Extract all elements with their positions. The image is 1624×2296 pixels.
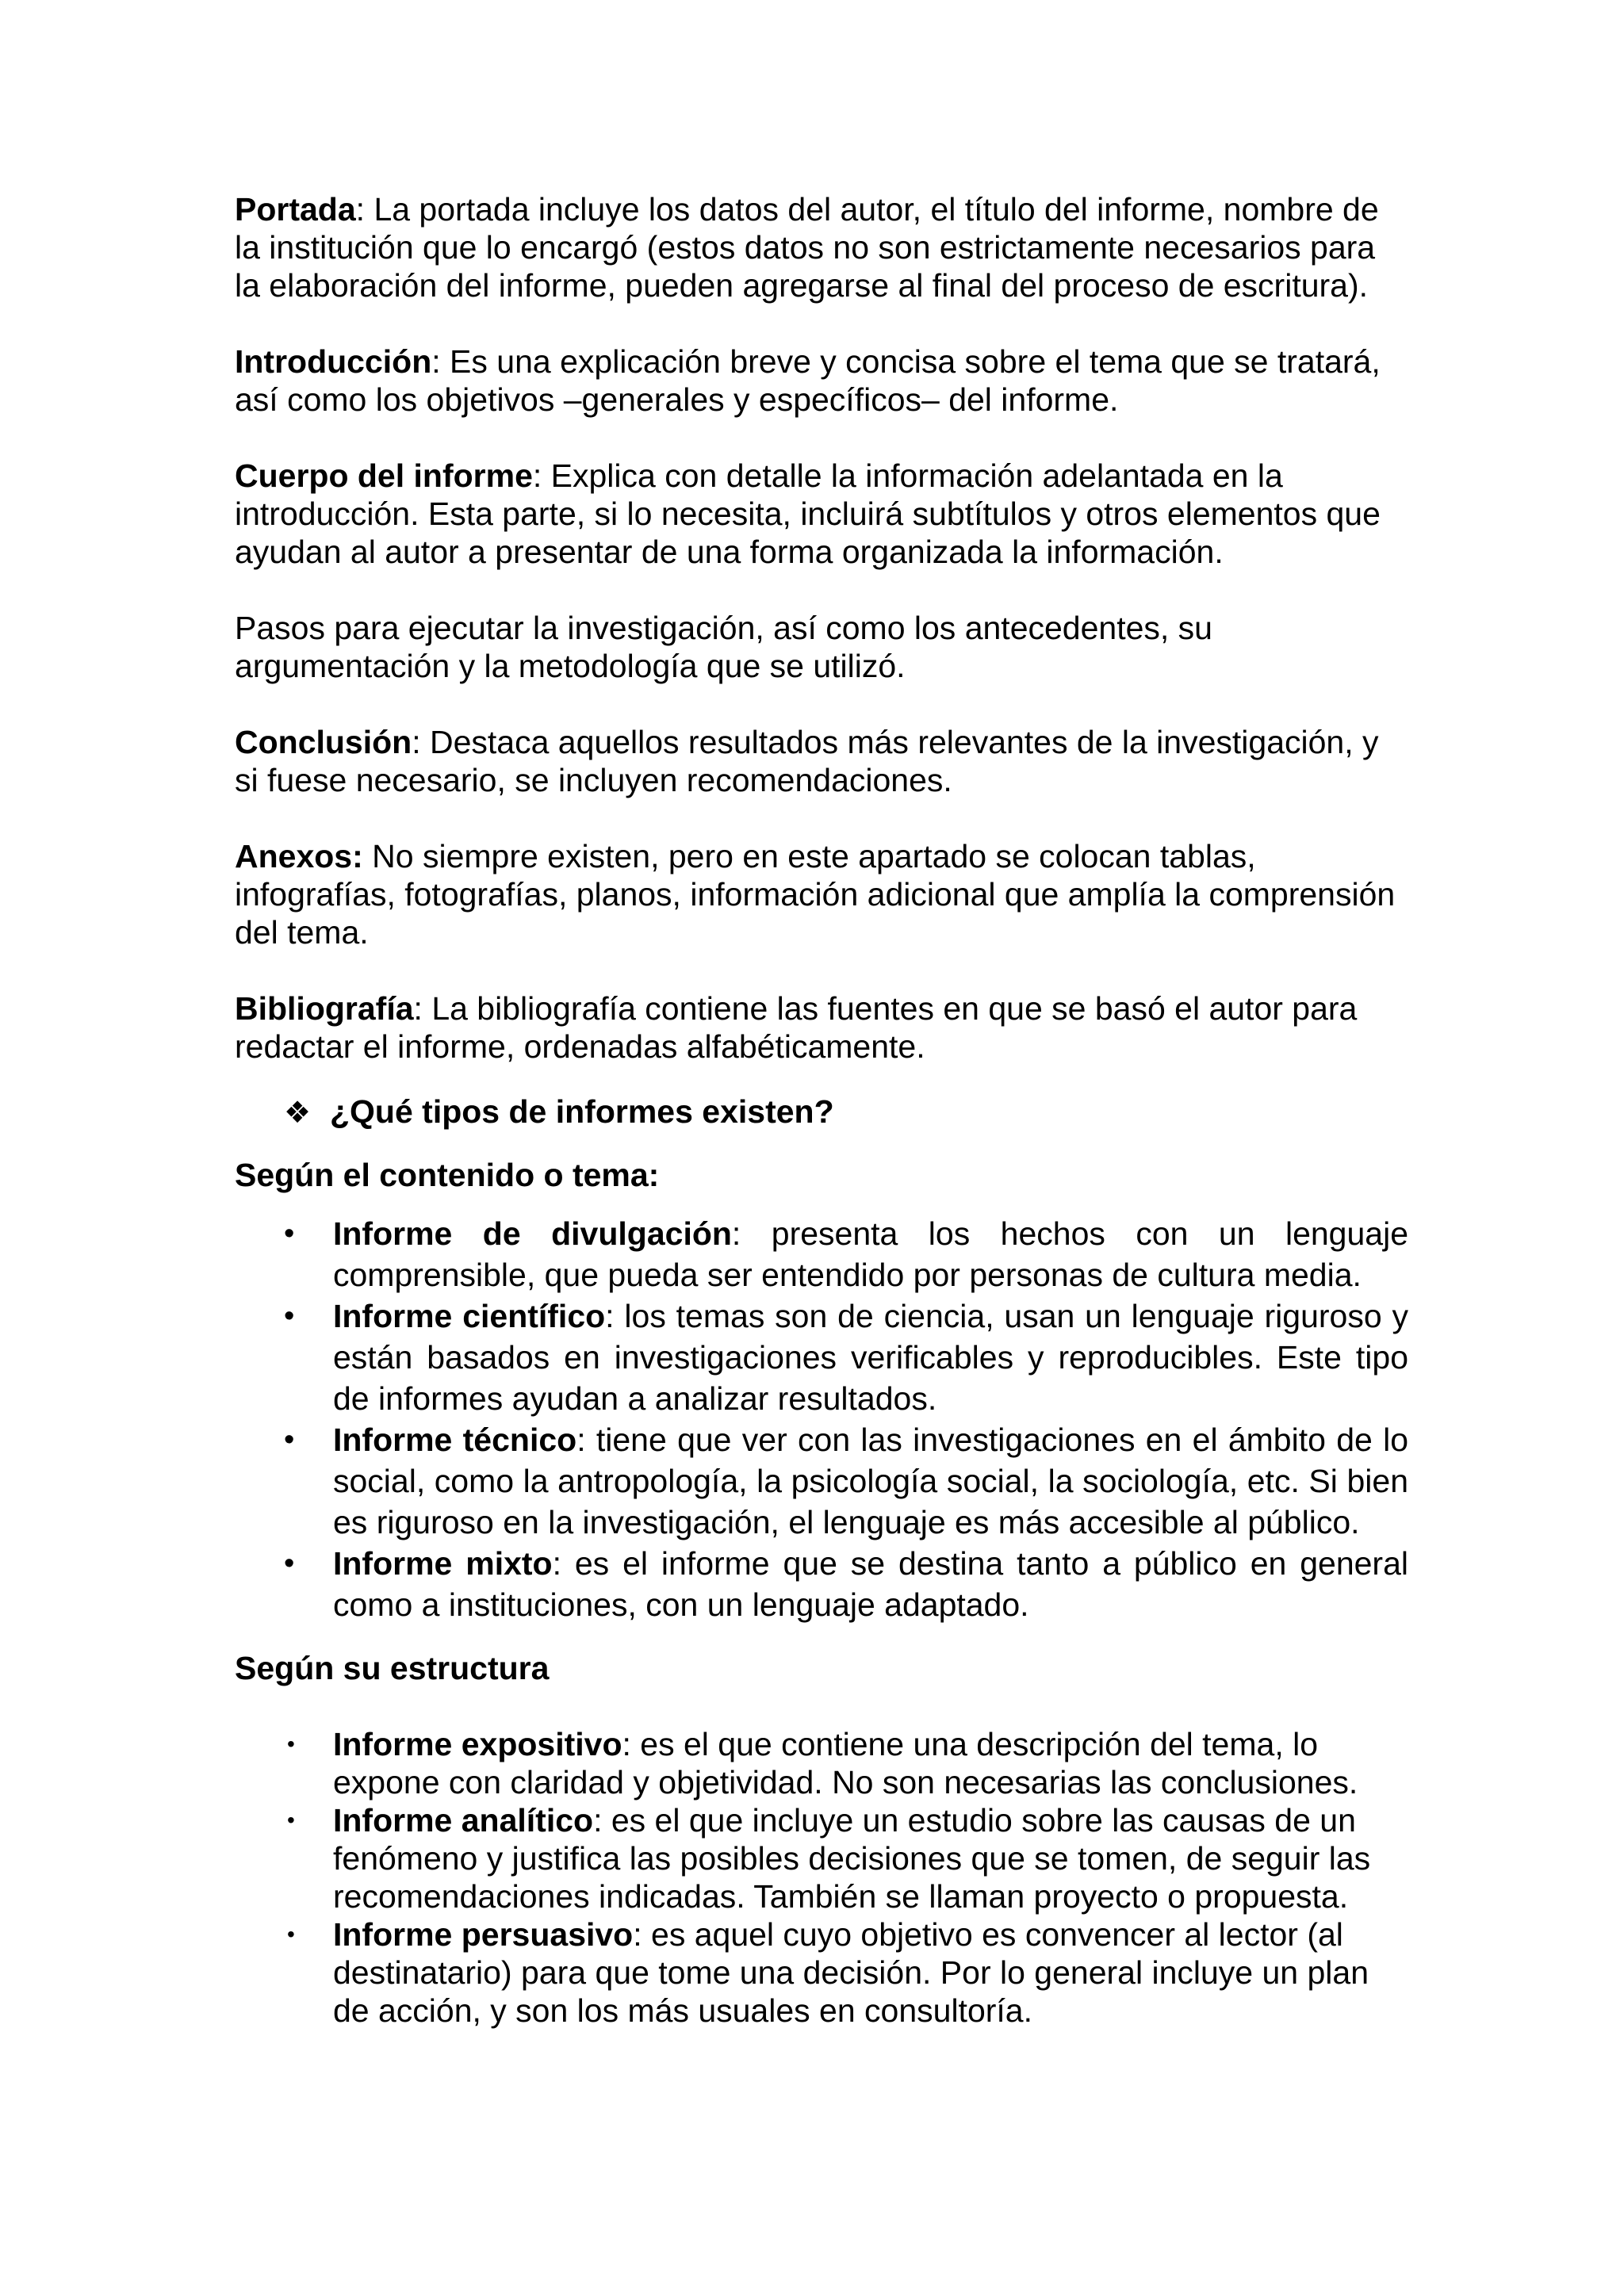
list-item	[235, 1915, 1408, 2030]
term: Informe científico	[333, 1298, 606, 1334]
list-item	[235, 1543, 1408, 1625]
list-structure-types	[235, 1725, 1408, 2030]
item-text: : es el que contiene una descripción del tema, lo expone con claridad y objetividad. No son necesarias las conclusiones.	[333, 1726, 1358, 1800]
list-item	[235, 1419, 1408, 1543]
term: Informe de divulgación	[333, 1215, 732, 1252]
term: Informe persuasivo	[333, 1916, 634, 1953]
question-text: ¿Qué tipos de informes existen?	[330, 1093, 834, 1130]
term: Informe expositivo	[333, 1726, 622, 1762]
item-text: : tiene que ver con las investigaciones en el ámbito de lo social, como la antropología, la psicología social, la sociología, etc. Si bien es riguroso en la investigación, el lenguaje es más accesible al público.	[333, 1422, 1409, 1540]
term: Conclusión	[235, 724, 412, 760]
diamond-bullet-icon: ❖	[284, 1096, 312, 1130]
item-text: : es aquel cuyo objetivo es convencer al lector (al destinatario) para que tome una decisión. Por lo general incluye un plan de acción, y son los más usuales en consultoría.	[333, 1916, 1369, 2029]
term: Cuerpo del informe	[235, 457, 533, 494]
term: Informe analítico	[333, 1802, 594, 1839]
paragraph-text: : La portada incluye los datos del autor, el título del informe, nombre de la institución que lo encargó (estos datos no son estrictamente necesarios para la elaboración del informe, pueden agregarse al final del proceso de escritura).	[235, 191, 1379, 304]
question-heading	[284, 1093, 1408, 1132]
document-page	[235, 190, 1408, 2053]
bullet-icon: •	[284, 1547, 295, 1580]
section-title-content: Según el contenido o tema:	[235, 1157, 660, 1193]
bullet-icon: •	[287, 1808, 295, 1832]
paragraph-bibliografia	[235, 989, 1408, 1066]
list-item	[235, 1801, 1408, 1915]
item-text: : es el informe que se destina tanto a público en general como a instituciones, con un lenguaje adaptado.	[333, 1545, 1408, 1623]
item-text: : es el que incluye un estudio sobre las causas de un fenómeno y justifica las posibles decisiones que se tomen, de seguir las recomendaciones indicadas. También se llaman proyecto o propuesta.	[333, 1802, 1371, 1915]
list-item	[235, 1725, 1408, 1801]
term: Anexos:	[235, 838, 363, 874]
paragraph-text: No siempre existen, pero en este apartado se colocan tablas, infografías, fotografías, planos, información adicional que amplía la comprensión del tema.	[235, 838, 1396, 951]
bullet-icon: •	[287, 1922, 295, 1946]
paragraph-cuerpo	[235, 457, 1408, 571]
paragraph-text: Pasos para ejecutar la investigación, así como los antecedentes, su argumentación y la metodología que se utilizó.	[235, 610, 1212, 684]
paragraph-text: : Explica con detalle la información adelantada en la introducción. Esta parte, si lo necesita, incluirá subtítulos y otros elementos que ayudan al autor a presentar de una forma organizada la información.	[235, 457, 1381, 570]
bullet-icon: •	[284, 1299, 295, 1333]
item-text: : los temas son de ciencia, usan un lenguaje riguroso y están basados en investigaciones verificables y reproducibles. Este tipo de informes ayudan a analizar resultados.	[333, 1298, 1408, 1417]
term: Bibliografía	[235, 990, 414, 1027]
list-item	[235, 1295, 1408, 1419]
bullet-icon: •	[284, 1217, 295, 1250]
term: Informe técnico	[333, 1422, 577, 1458]
list-content-types	[235, 1213, 1408, 1625]
paragraph-text: : La bibliografía contiene las fuentes en que se basó el autor para redactar el informe, ordenadas alfabéticamente.	[235, 990, 1358, 1065]
term: Introducción	[235, 343, 432, 380]
paragraph-text: : Es una explicación breve y concisa sobre el tema que se tratará, así como los objetivos –generales y específicos– del informe.	[235, 343, 1381, 418]
term: Portada	[235, 191, 356, 228]
bullet-icon: •	[284, 1423, 295, 1456]
paragraph-portada	[235, 190, 1408, 304]
paragraph-text: : Destaca aquellos resultados más relevantes de la investigación, y si fuese necesario, se incluyen recomendaciones.	[235, 724, 1379, 798]
bullet-icon: •	[287, 1732, 295, 1756]
list-item	[235, 1213, 1408, 1295]
paragraph-anexos	[235, 837, 1408, 951]
term: Informe mixto	[333, 1545, 553, 1582]
paragraph-introduccion	[235, 342, 1408, 419]
item-text: : presenta los hechos con un lenguaje comprensible, que pueda ser entendido por personas de cultura media.	[333, 1215, 1408, 1293]
paragraph-conclusion	[235, 723, 1408, 799]
section-title-structure: Según su estructura	[235, 1650, 550, 1686]
paragraph-pasos	[235, 609, 1408, 685]
